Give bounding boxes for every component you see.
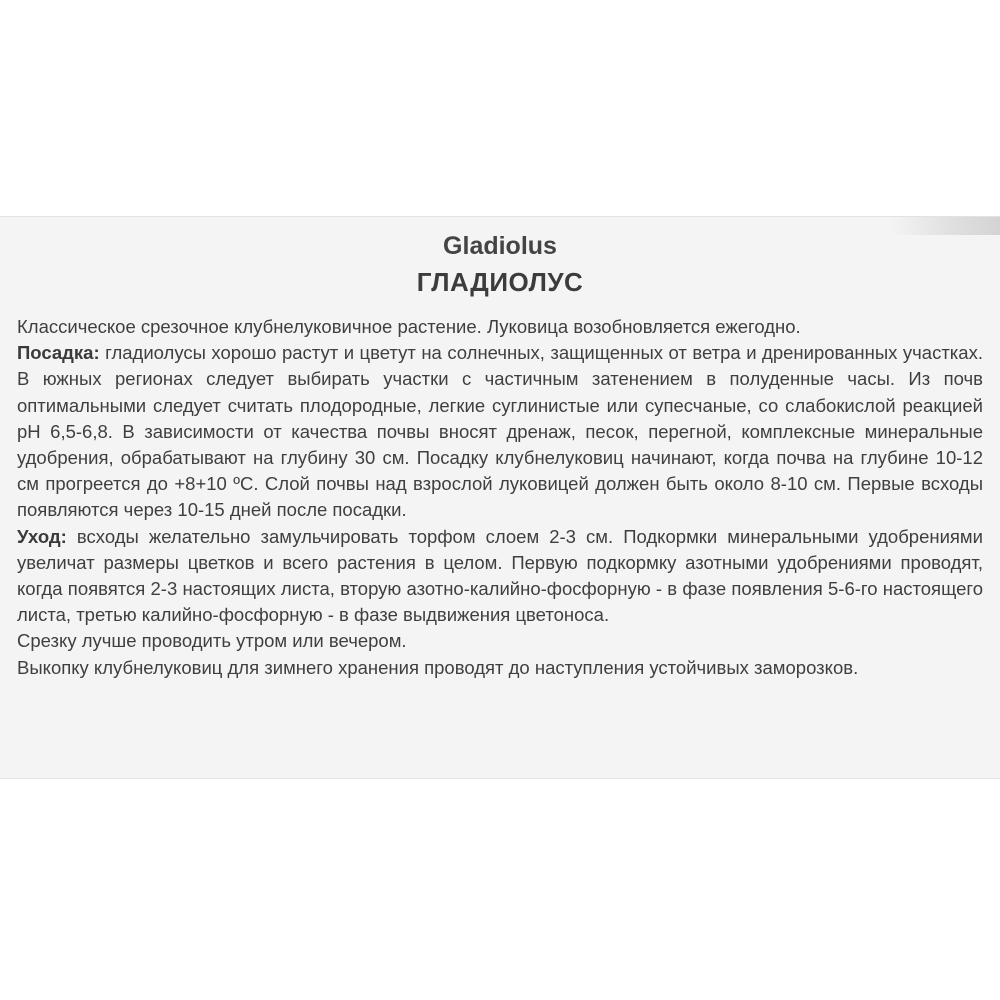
planting-heading: Посадка:	[17, 342, 100, 364]
planting-paragraph	[17, 340, 983, 523]
care-text: всходы желательно замульчировать торфом слоем 2-3 см. Подкормки минеральными удобрениями увеличат размеры цветков и всего растения в целом. Первую подкормку азотными удобрениями проводят, когда появятся 2-3 настоящих листа, вторую азотно-калийно-фосфорную - в фазе появления 5-6-го настоящего листа, третью калийно-фосфорную - в фазе выдвижения цветоноса.	[17, 525, 983, 626]
care-heading: Уход:	[17, 525, 67, 547]
label-content	[17, 228, 983, 681]
cutting-paragraph: Срезку лучше проводить утром или вечером.	[17, 630, 407, 652]
russian-title: ГЛАДИОЛУС	[416, 267, 584, 297]
intro-paragraph: Классическое срезочное клубнелуковичное растение. Луковица возобновляется ежегодно.	[17, 316, 801, 337]
care-paragraph	[17, 524, 983, 629]
planting-text: гладиолусы хорошо растут и цветут на солнечных, защищенных от ветра и дренированных участках. В южных регионах следует выбирать участки с частичным затенением в полуденные часы. Из почв оптимальными следует считать плодородные, легкие суглинистые или супесчаные, со слабокислой реакцией pH 6,5-6,8. В зависимости от качества почвы вносят дренаж, песок, перегной, комплексные минеральные удобрения, обрабатывают на глубину 30 см. Посадку клубнелуковиц начинают, когда почва на глубине 10-12 см прогреется до +8+10 ºС. Слой почвы над взрослой луковицей должен быть около 8-10 см. Первые всходы появляются через 10-15 дней после посадки.	[17, 342, 983, 521]
latin-title: Gladiolus	[443, 232, 557, 260]
digging-paragraph: Выкопку клубнелуковиц для зимнего хранения проводят до наступления устойчивых заморозков.	[17, 656, 859, 678]
